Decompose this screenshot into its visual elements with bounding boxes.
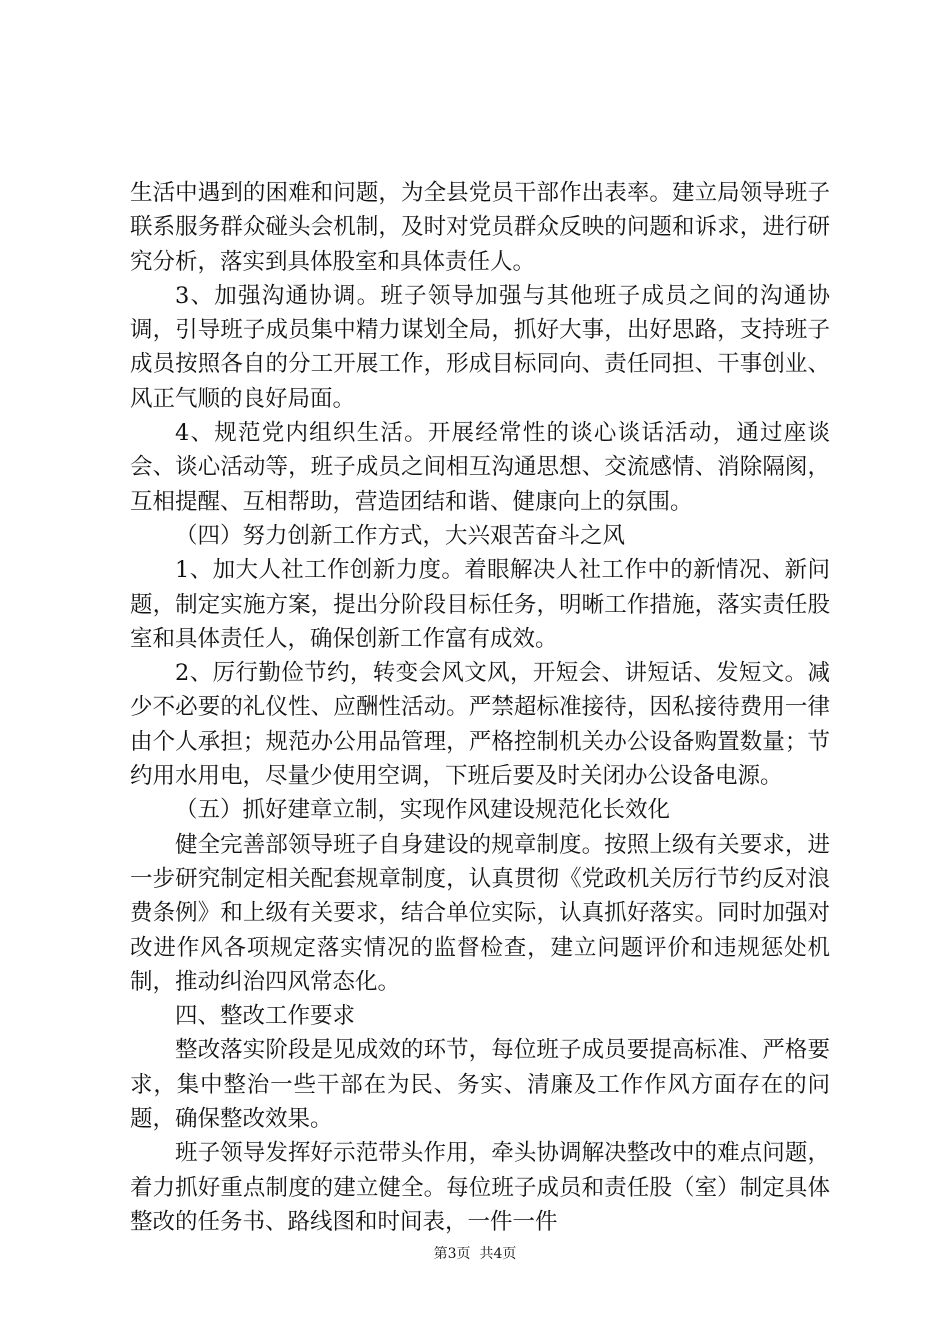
page-footer [0, 1244, 950, 1264]
body-paragraph-2: 3、加强沟通协调。班子领导加强与其他班子成员之间的沟通协调，引导班子成员集中精力谋划全局，抓好大事，出好思路，支持班子成员按照各自的分工开展工作，形成目标同向、责任同担、干事创业、风正气顺的良好局面。 [130, 282, 830, 412]
body-paragraph-9: 班子领导发挥好示范带头作用，牵头协调解决整改中的难点问题，着力抓好重点制度的建立健全。每位班子成员和责任股（室）制定具体整改的任务书、路线图和时间表，一件一件 [130, 1140, 830, 1235]
page-number: 第3页 共4页 [433, 1246, 517, 1262]
body-paragraph-5: 1、加大人社工作创新力度。着眼解决人社工作中的新情况、新问题，制定实施方案，提出分阶段目标任务，明晰工作措施，落实责任股室和具体责任人，确保创新工作富有成效。 [130, 557, 830, 652]
body-paragraph-1: 生活中遇到的困难和问题，为全县党员干部作出表率。建立局领导班子联系服务群众碰头会机制，及时对党员群众反映的问题和诉求，进行研究分析，落实到具体股室和具体责任人。 [130, 180, 830, 275]
section-heading-4: （四）努力创新工作方式，大兴艰苦奋斗之风 [175, 522, 626, 549]
body-paragraph-6: 2、厉行勤俭节约，转变会风文风，开短会、讲短话、发短文。减少不必要的礼仪性、应酬性活动。严禁超标准接待，因私接待费用一律由个人承担；规范办公用品管理，严格控制机关办公设备购置数量；节约用水用电，尽量少使用空调，下班后要及时关闭办公设备电源。 [130, 660, 830, 790]
section-heading-5: （五）抓好建章立制，实现作风建设规范化长效化 [175, 797, 671, 824]
body-paragraph-8: 整改落实阶段是见成效的环节，每位班子成员要提高标准、严格要求，集中整治一些干部在为民、务实、清廉及工作作风方面存在的问题，确保整改效果。 [130, 1037, 830, 1133]
body-paragraph-3: 4、规范党内组织生活。开展经常性的谈心谈话活动，通过座谈会、谈心活动等，班子成员之间相互沟通思想、交流感情、消除隔阂，互相提醒、互相帮助，营造团结和谐、健康向上的氛围。 [130, 420, 830, 515]
body-paragraph-7: 健全完善部领导班子自身建设的规章制度。按照上级有关要求，进一步研究制定相关配套规章制度，认真贯彻《党政机关厉行节约反对浪费条例》和上级有关要求，结合单位实际，认真抓好落实。同时加强对改进作风各项规定落实情况的监督检查，建立问题评价和违规惩处机制，推动纠治四风常态化。 [130, 831, 830, 995]
section-heading-requirements: 四、整改工作要求 [175, 1003, 356, 1030]
document-body [130, 176, 830, 1239]
